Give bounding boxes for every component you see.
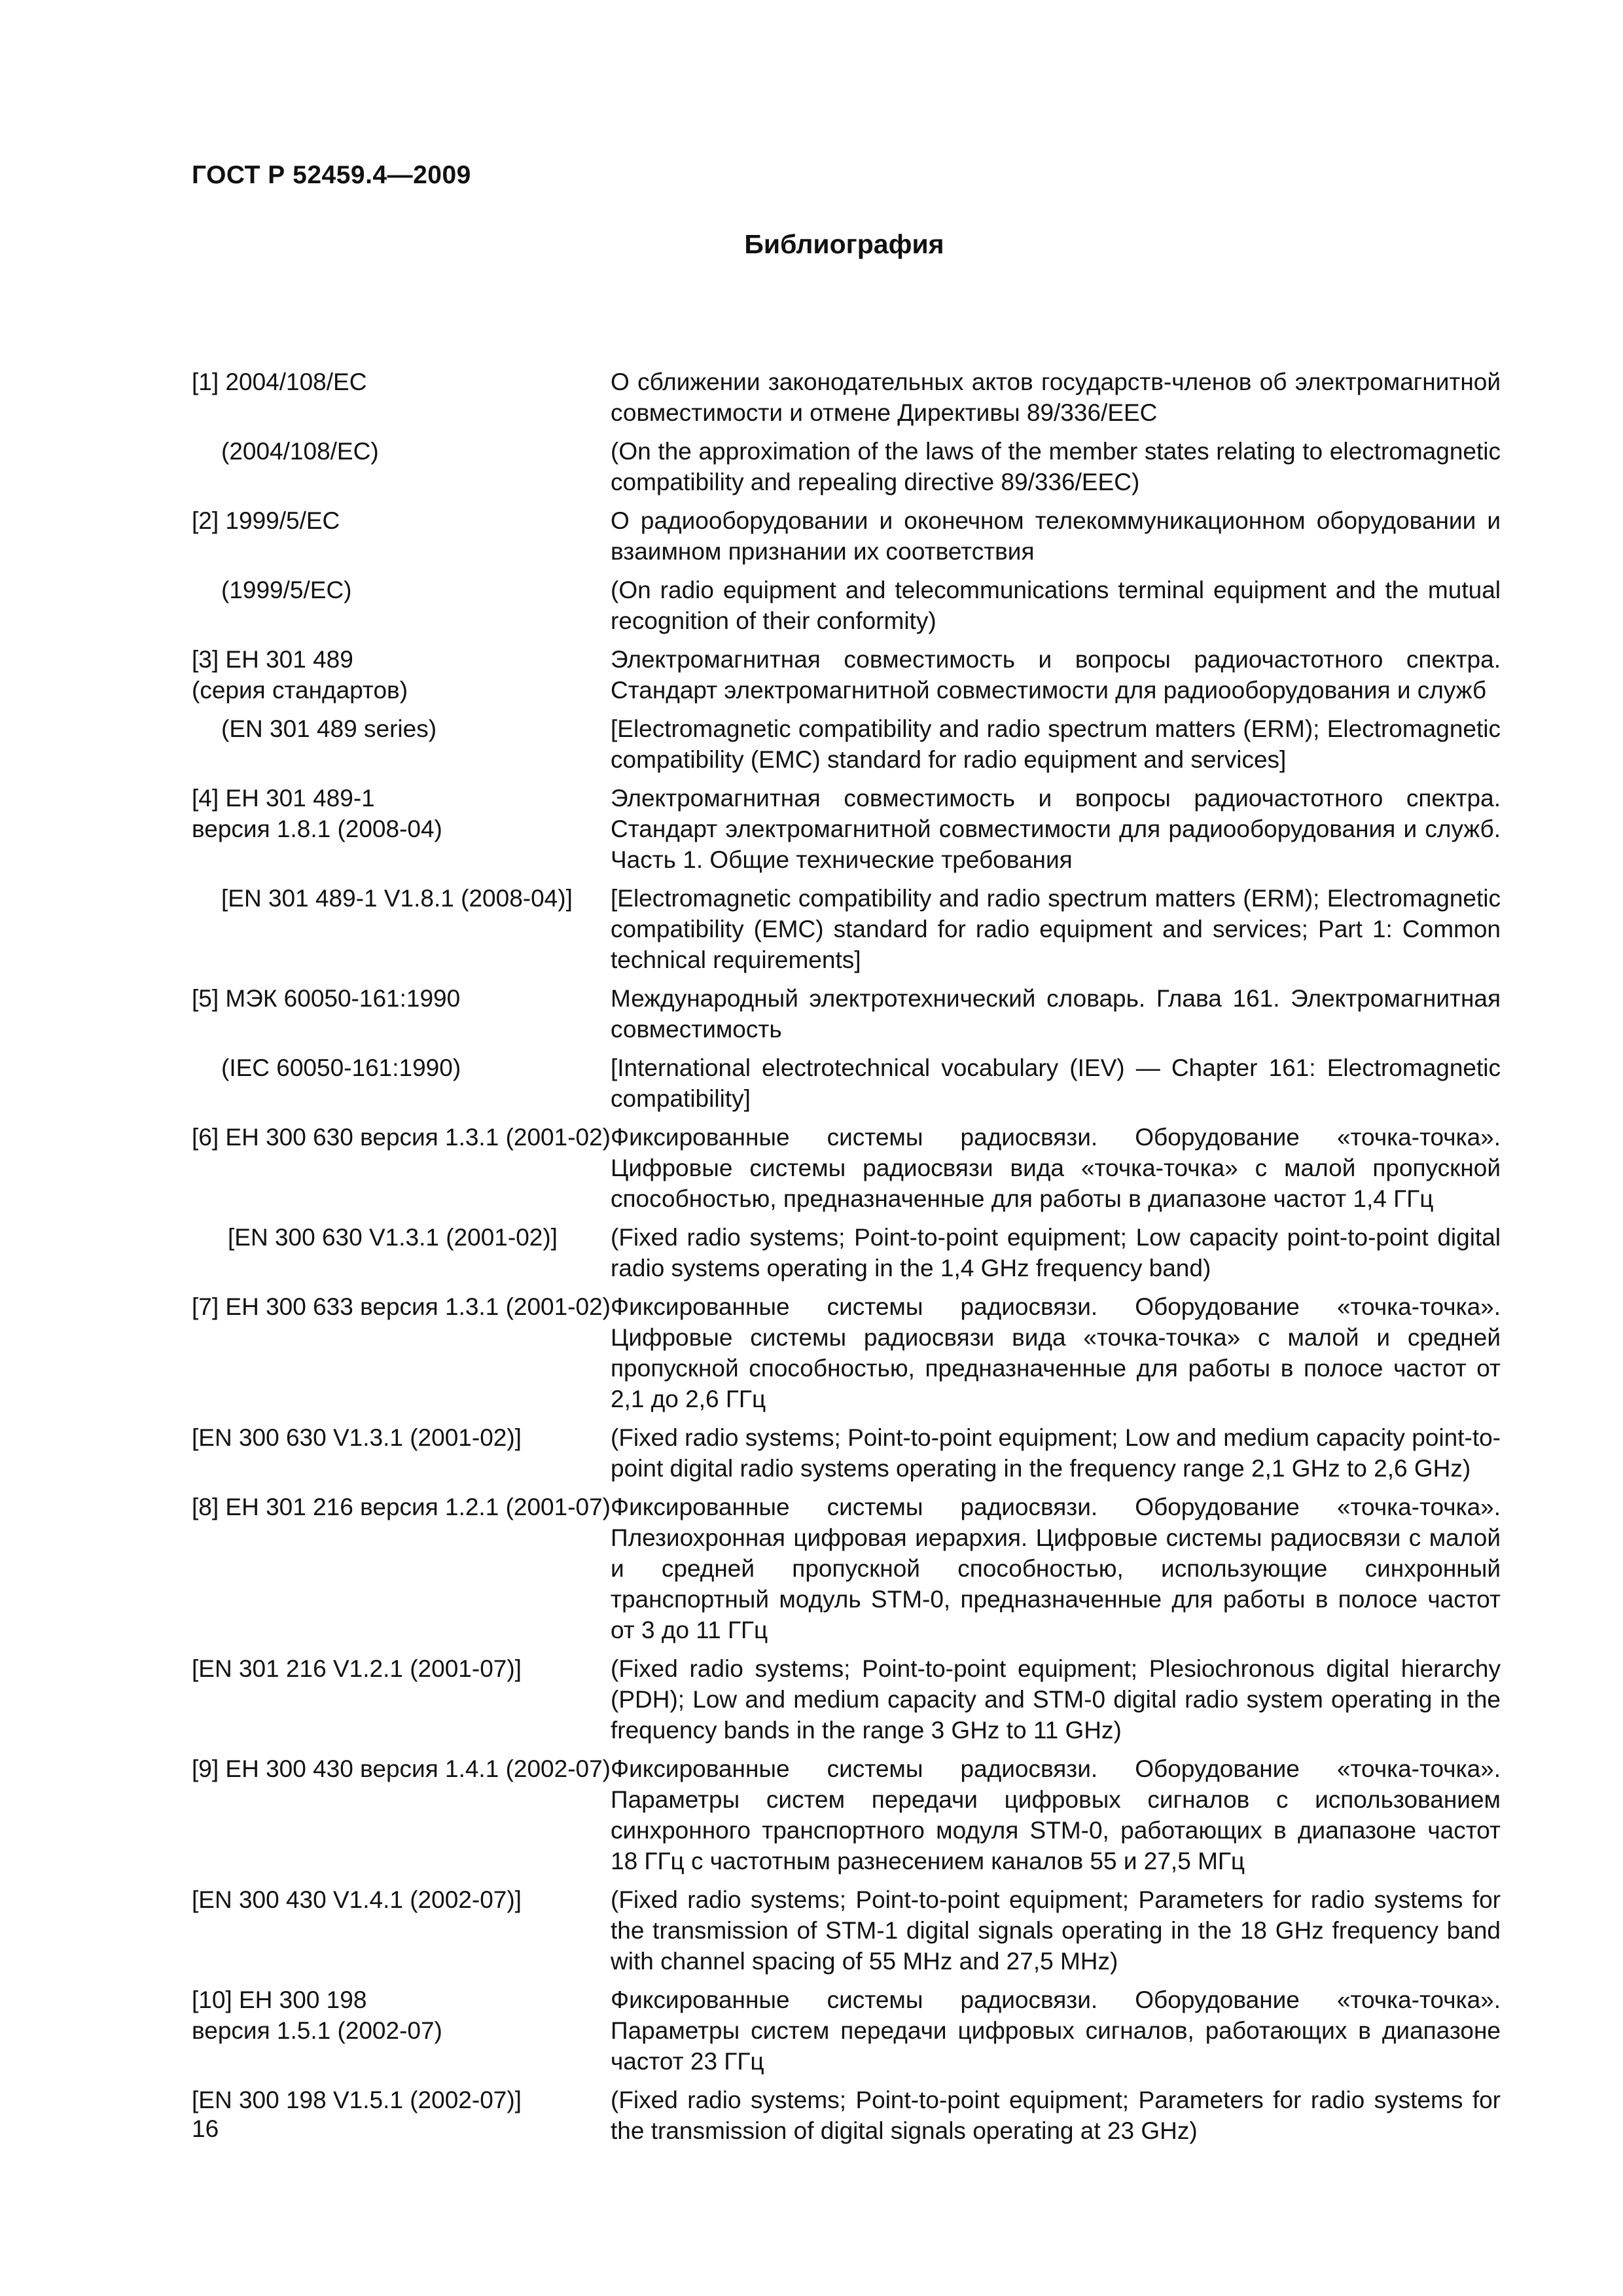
entry-reference: (IEC 60050-161:1990) <box>221 1054 461 1081</box>
entry-reference: [1] 2004/108/EC <box>192 368 367 395</box>
entry-reference: (1999/5/EC) <box>221 577 352 603</box>
entry-reference: [3] ЕН 301 489 (серия стандартов) <box>192 646 408 704</box>
entry-description: (Fixed radio systems; Point-to-point equipment; Plesiochronous digital hierarchy (PDH); Low and medium capacity and STM-0 digital radio system operating in the frequency bands in the range 3 GHz to 11 GHz) <box>611 1655 1501 1744</box>
bibliography-entry <box>192 1653 1501 1746</box>
entry-description: [International electrotechnical vocabulary (IEV) — Chapter 161: Electromagnetic compatibility] <box>611 1054 1501 1112</box>
entry-description: Фиксированные системы радиосвязи. Оборудование «точка-точка». Цифровые системы радиосвязи вида «точка-точка» с малой и средней пропускной способностью, предназначенные для работы в полосе частот от 2,1 до 2,6 ГГц <box>611 1293 1501 1412</box>
entry-reference: [9] ЕН 300 430 версия 1.4.1 (2002-07) <box>192 1755 611 1782</box>
entry-reference: [EN 301 216 V1.2.1 (2001-07)] <box>192 1655 522 1682</box>
bibliography-entry <box>192 367 1501 428</box>
bibliography-entry <box>192 1291 1501 1414</box>
entry-reference: [EN 300 630 V1.3.1 (2001-02)] <box>228 1224 558 1251</box>
entry-description: Фиксированные системы радиосвязи. Оборудование «точка-точка». Плезиохронная цифровая иерархия. Цифровые системы радиосвязи с малой и средней пропускной способностью, использующие синхронный транспортный модуль STM-0, предназначенные для работы в полосе частот от 3 до 11 ГГц <box>611 1494 1501 1643</box>
entry-reference: [5] МЭК 60050-161:1990 <box>192 985 461 1012</box>
entry-description: Фиксированные системы радиосвязи. Оборудование «точка-точка». Параметры систем передачи цифровых сигналов, работающих в диапазоне частот 23 ГГц <box>611 1986 1501 2075</box>
entry-description: [Electromagnetic compatibility and radio spectrum matters (ERM); Electromagnetic compatibility (EMC) standard for radio equipment and services; Part 1: Common technical requirements] <box>611 885 1501 973</box>
entry-reference: [7] ЕН 300 633 версия 1.3.1 (2001-02) <box>192 1293 611 1320</box>
bibliography-entry <box>192 2085 1501 2146</box>
entry-description: (Fixed radio systems; Point-to-point equipment; Parameters for radio systems for the transmission of digital signals operating at 23 GHz) <box>611 2087 1501 2144</box>
bibliography-entry <box>192 505 1501 567</box>
page-number: 16 <box>192 2115 219 2142</box>
entry-reference: [10] ЕН 300 198 версия 1.5.1 (2002-07) <box>192 1986 442 2044</box>
bibliography-entry <box>192 1753 1501 1876</box>
bibliography-entry <box>192 783 1501 875</box>
bibliography-entry <box>192 713 1501 775</box>
entry-reference: [EN 301 489-1 V1.8.1 (2008-04)] <box>221 885 573 912</box>
bibliography-entry <box>192 436 1501 497</box>
entry-description: (Fixed radio systems; Point-to-point equipment; Low and medium capacity point-to-point digital radio systems operating in the frequency range 2,1 GHz to 2,6 GHz) <box>611 1424 1501 1482</box>
page-title: Библиография <box>744 229 944 259</box>
bibliography-entry <box>192 1052 1501 1114</box>
bibliography-entry <box>192 644 1501 706</box>
bibliography-entry <box>192 1492 1501 1645</box>
entry-description: Фиксированные системы радиосвязи. Оборудование «точка-точка». Параметры систем передачи цифровых сигналов с использованием синхронного транспортного модуля STM-0, работающих в диапазоне частот 18 ГГц с частотным разнесением каналов 55 и 27,5 МГц <box>611 1755 1501 1874</box>
entry-reference: [EN 300 198 V1.5.1 (2002-07)] <box>192 2087 522 2113</box>
bibliography-entry <box>192 1984 1501 2077</box>
entry-description: [Electromagnetic compatibility and radio spectrum matters (ERM); Electromagnetic compatibility (EMC) standard for radio equipment and services] <box>611 715 1501 773</box>
entry-reference: [4] ЕН 301 489-1 версия 1.8.1 (2008-04) <box>192 785 442 842</box>
bibliography-list <box>192 367 1501 2154</box>
entry-reference: [2] 1999/5/EC <box>192 507 340 534</box>
entry-description: Электромагнитная совместимость и вопросы радиочастотного спектра. Стандарт электромагнитной совместимости для радиооборудования и служб <box>611 646 1501 704</box>
entry-description: (On radio equipment and telecommunications terminal equipment and the mutual recognition of their conformity) <box>611 577 1501 634</box>
entry-reference: [8] ЕН 301 216 версия 1.2.1 (2001-07) <box>192 1494 611 1520</box>
entry-description: О сближении законодательных актов государств-членов об электромагнитной совместимости и отмене Директивы 89/336/EEC <box>611 368 1501 426</box>
entry-reference: [EN 300 430 V1.4.1 (2002-07)] <box>192 1886 522 1913</box>
entry-reference: (EN 301 489 series) <box>221 715 437 742</box>
bibliography-entry <box>192 1884 1501 1977</box>
entry-description: (On the approximation of the laws of the member states relating to electromagnetic compatibility and repealing directive 89/336/EEC) <box>611 438 1501 495</box>
bibliography-entry <box>192 1422 1501 1484</box>
entry-reference: [6] ЕН 300 630 версия 1.3.1 (2001-02) <box>192 1124 611 1151</box>
bibliography-entry <box>192 1122 1501 1214</box>
standard-id: ГОСТ Р 52459.4—2009 <box>192 161 471 189</box>
bibliography-entry <box>192 575 1501 636</box>
entry-description: Фиксированные системы радиосвязи. Оборудование «точка-точка». Цифровые системы радиосвязи вида «точка-точка» с малой пропускной способностью, предназначенные для работы в диапазоне частот 1,4 ГГц <box>611 1124 1501 1212</box>
entry-description: Электромагнитная совместимость и вопросы радиочастотного спектра. Стандарт электромагнитной совместимости для радиооборудования и служб. Часть 1. Общие технические требования <box>611 785 1501 873</box>
entry-reference: (2004/108/EC) <box>221 438 379 465</box>
bibliography-entry <box>192 983 1501 1045</box>
entry-reference: [EN 300 630 V1.3.1 (2001-02)] <box>192 1424 522 1451</box>
bibliography-entry <box>192 883 1501 975</box>
entry-description: (Fixed radio systems; Point-to-point equipment; Low capacity point-to-point digital radio systems operating in the 1,4 GHz frequency band) <box>611 1224 1501 1282</box>
bibliography-entry <box>192 1222 1501 1283</box>
entry-description: (Fixed radio systems; Point-to-point equipment; Parameters for radio systems for the transmission of STM-1 digital signals operating in the 18 GHz frequency band with channel spacing of 55 MHz and 27,5 MHz) <box>611 1886 1501 1975</box>
entry-description: Международный электротехнический словарь. Глава 161. Электромагнитная совместимость <box>611 985 1501 1043</box>
entry-description: О радиооборудовании и оконечном телекоммуникационном оборудовании и взаимном признании их соответствия <box>611 507 1501 565</box>
